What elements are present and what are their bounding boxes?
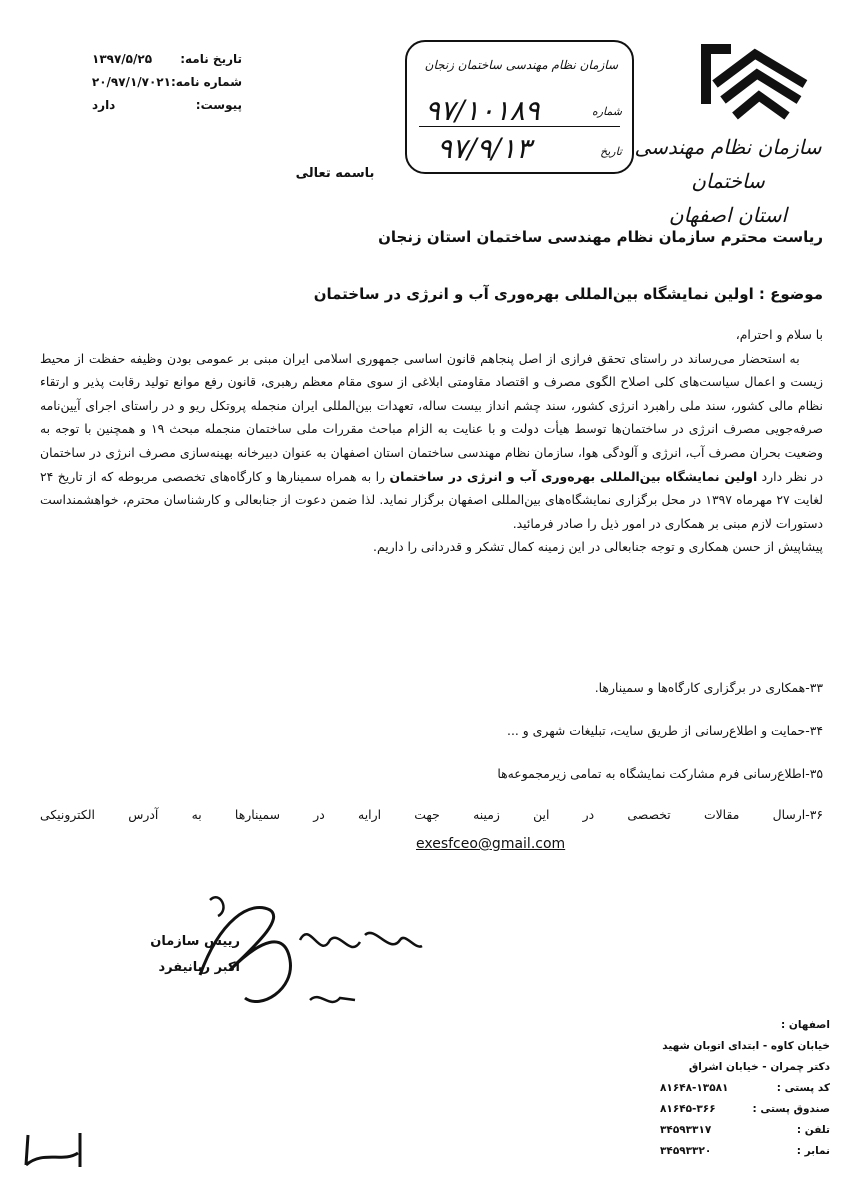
stamp-divider <box>419 126 620 127</box>
list-item-36: ۳۶-ارسال مقالات تخصصی در این زمینه جهت ارایه در سمینارها به آدرس الکترونیکی <box>40 807 823 822</box>
address-line2: دکتر چمران - خیابان اشراق <box>688 1061 830 1073</box>
bismillah: باسمه تعالی <box>295 166 375 181</box>
fax-value: ۳۴۵۹۳۳۲۰ <box>660 1145 712 1157</box>
phone-value: ۳۴۵۹۳۳۱۷ <box>660 1124 712 1136</box>
postal-code-label: کد پستی : <box>776 1082 830 1094</box>
recipient: ریاست محترم سازمان نظام مهندسی ساختمان استان زنجان <box>378 228 823 246</box>
address-block <box>660 1015 830 1162</box>
handwritten-signature <box>190 880 430 1030</box>
subject: موضوع : اولین نمایشگاه بین‌المللی بهره‌وری آب و انرژی در ساختمان <box>313 285 823 303</box>
postal-code-value: ۸۱۶۴۸-۱۳۵۸۱ <box>660 1082 729 1094</box>
attachment-label: پیوست: <box>195 98 242 112</box>
greeting: با سلام و احترام، <box>735 327 823 342</box>
po-box-row <box>660 1099 830 1120</box>
phone-label: تلفن : <box>796 1124 830 1136</box>
email-link[interactable]: exesfceo@gmail.com <box>416 836 566 852</box>
letter-number-label: شماره نامه: <box>170 75 242 89</box>
org-logo-icon <box>695 40 810 125</box>
letter-date-label: تاریخ نامه: <box>180 52 242 66</box>
attachment-row <box>92 94 242 117</box>
letter-date-value: ۱۳۹۷/۵/۲۵ <box>92 52 153 66</box>
po-box-label: صندوق پستی : <box>752 1103 830 1115</box>
org-name-line1: سازمان نظام مهندسی ساختمان <box>634 135 822 193</box>
signatory-name: اکبر ربانیفرد <box>158 960 240 975</box>
letter-number-value: ۲۰/۹۷/۱/۷۰۲۱ <box>91 75 171 89</box>
signatory-title: رییس سازمان <box>150 934 240 949</box>
postal-code-row <box>660 1078 830 1099</box>
body-bold-title: اولین نمایشگاه بین‌المللی بهره‌وری آب و انرژی در ساختمان <box>389 468 758 484</box>
letter-body <box>40 323 823 559</box>
org-name-line2: استان اصفهان <box>668 203 788 227</box>
po-box-value: ۸۱۶۴۵-۳۶۶ <box>660 1103 716 1115</box>
stamp-number-label: شماره <box>591 105 622 118</box>
letter-date-row <box>92 48 242 71</box>
body-thanks: پیشاپیش از حسن همکاری و توجه جنابعالی در این زمینه کمال تشکر و قدردانی را داریم. <box>373 539 823 555</box>
stamp-date-value: ۹۷/۹/۱۳ <box>437 132 532 165</box>
body-paragraph <box>40 347 823 536</box>
phone-row <box>660 1120 830 1141</box>
fax-row <box>660 1141 830 1162</box>
list-item-34: ۳۴-حمایت و اطلاع‌رسانی از طریق سایت، تبلیغات شهری و ... <box>507 723 823 738</box>
letter-number-row <box>92 71 242 94</box>
stamp-date-label: تاریخ <box>600 145 622 158</box>
attachment-value: دارد <box>92 98 116 112</box>
stamp-number-value: ۹۷/۱۰۱۸۹ <box>425 94 540 127</box>
received-stamp <box>405 40 634 174</box>
list-item-35: ۳۵-اطلاع‌رسانی فرم مشارکت نمایشگاه به تمامی زیرمجموعه‌ها <box>497 766 823 781</box>
letter-meta <box>92 48 242 117</box>
body-part2: را به همراه سمینارها و کارگاه‌های تخصصی مربوطه که از تاریخ ۲۴ لغایت ۲۷ مهرماه ۱۳۹۷ در محل برگزاری نمایشگاه‌های بین‌المللی اصفهان برگزار نماید. لذا ضمن دعوت از جنابعالی و کارشناسان محترم، خواهشمنداست دستورات لازم مبنی بر همکاری در امور ذیل را صادر فرمائید. <box>40 468 824 531</box>
address-city: اصفهان : <box>781 1019 830 1031</box>
list-item-33: ۳۳-همکاری در برگزاری کارگاه‌ها و سمینارها. <box>594 680 823 695</box>
handwritten-page-mark <box>18 1125 98 1175</box>
stamp-org: سازمان نظام مهندسی ساختمان زنجان <box>424 58 618 72</box>
body-part1: به استحضار می‌رساند در راستای تحقق فرازی از اصل پنجاهم قانون اساسی جمهوری اسلامی ایران مبنی بر عمومی بودن وظیفه حفظت از محیط زیست و اعمال سیاست‌های کلی اصلاح الگوی مصرف و اقتصاد مقاومتی ابلاغی از سوی مقام معظم رهبری، قانون رفع موانع تولید رقابت پذیر و ارتقاء نظام مالی کشور، سند ملی راهبرد انرژی کشور، سند چشم انداز بیست ساله، تعهدات بین‌المللی ایران منجمله پروتکل ریو و در راستای اجرای آیین‌نامه صرفه‌جویی مصرف انرژی در ساختمان‌ها توسط هیأت دولت و با عنایت به الزام مباحث مقررات ملی ساختمان منجمله مبحث ۱۹ و همچنین با توجه به وضعیت بحران مصرف آب، انرژی و آلودگی هوا، سازمان نظام مهندسی ساختمان استان اصفهان به عنوان دبیرخانه بهینه‌سازی مصرف انرژی در ساختمان در نظر دارد <box>40 350 824 484</box>
fax-label: نمابر : <box>796 1145 830 1157</box>
address-line1: خیابان کاوه - ابتدای اتوبان شهید <box>662 1040 830 1052</box>
org-name <box>628 130 828 232</box>
